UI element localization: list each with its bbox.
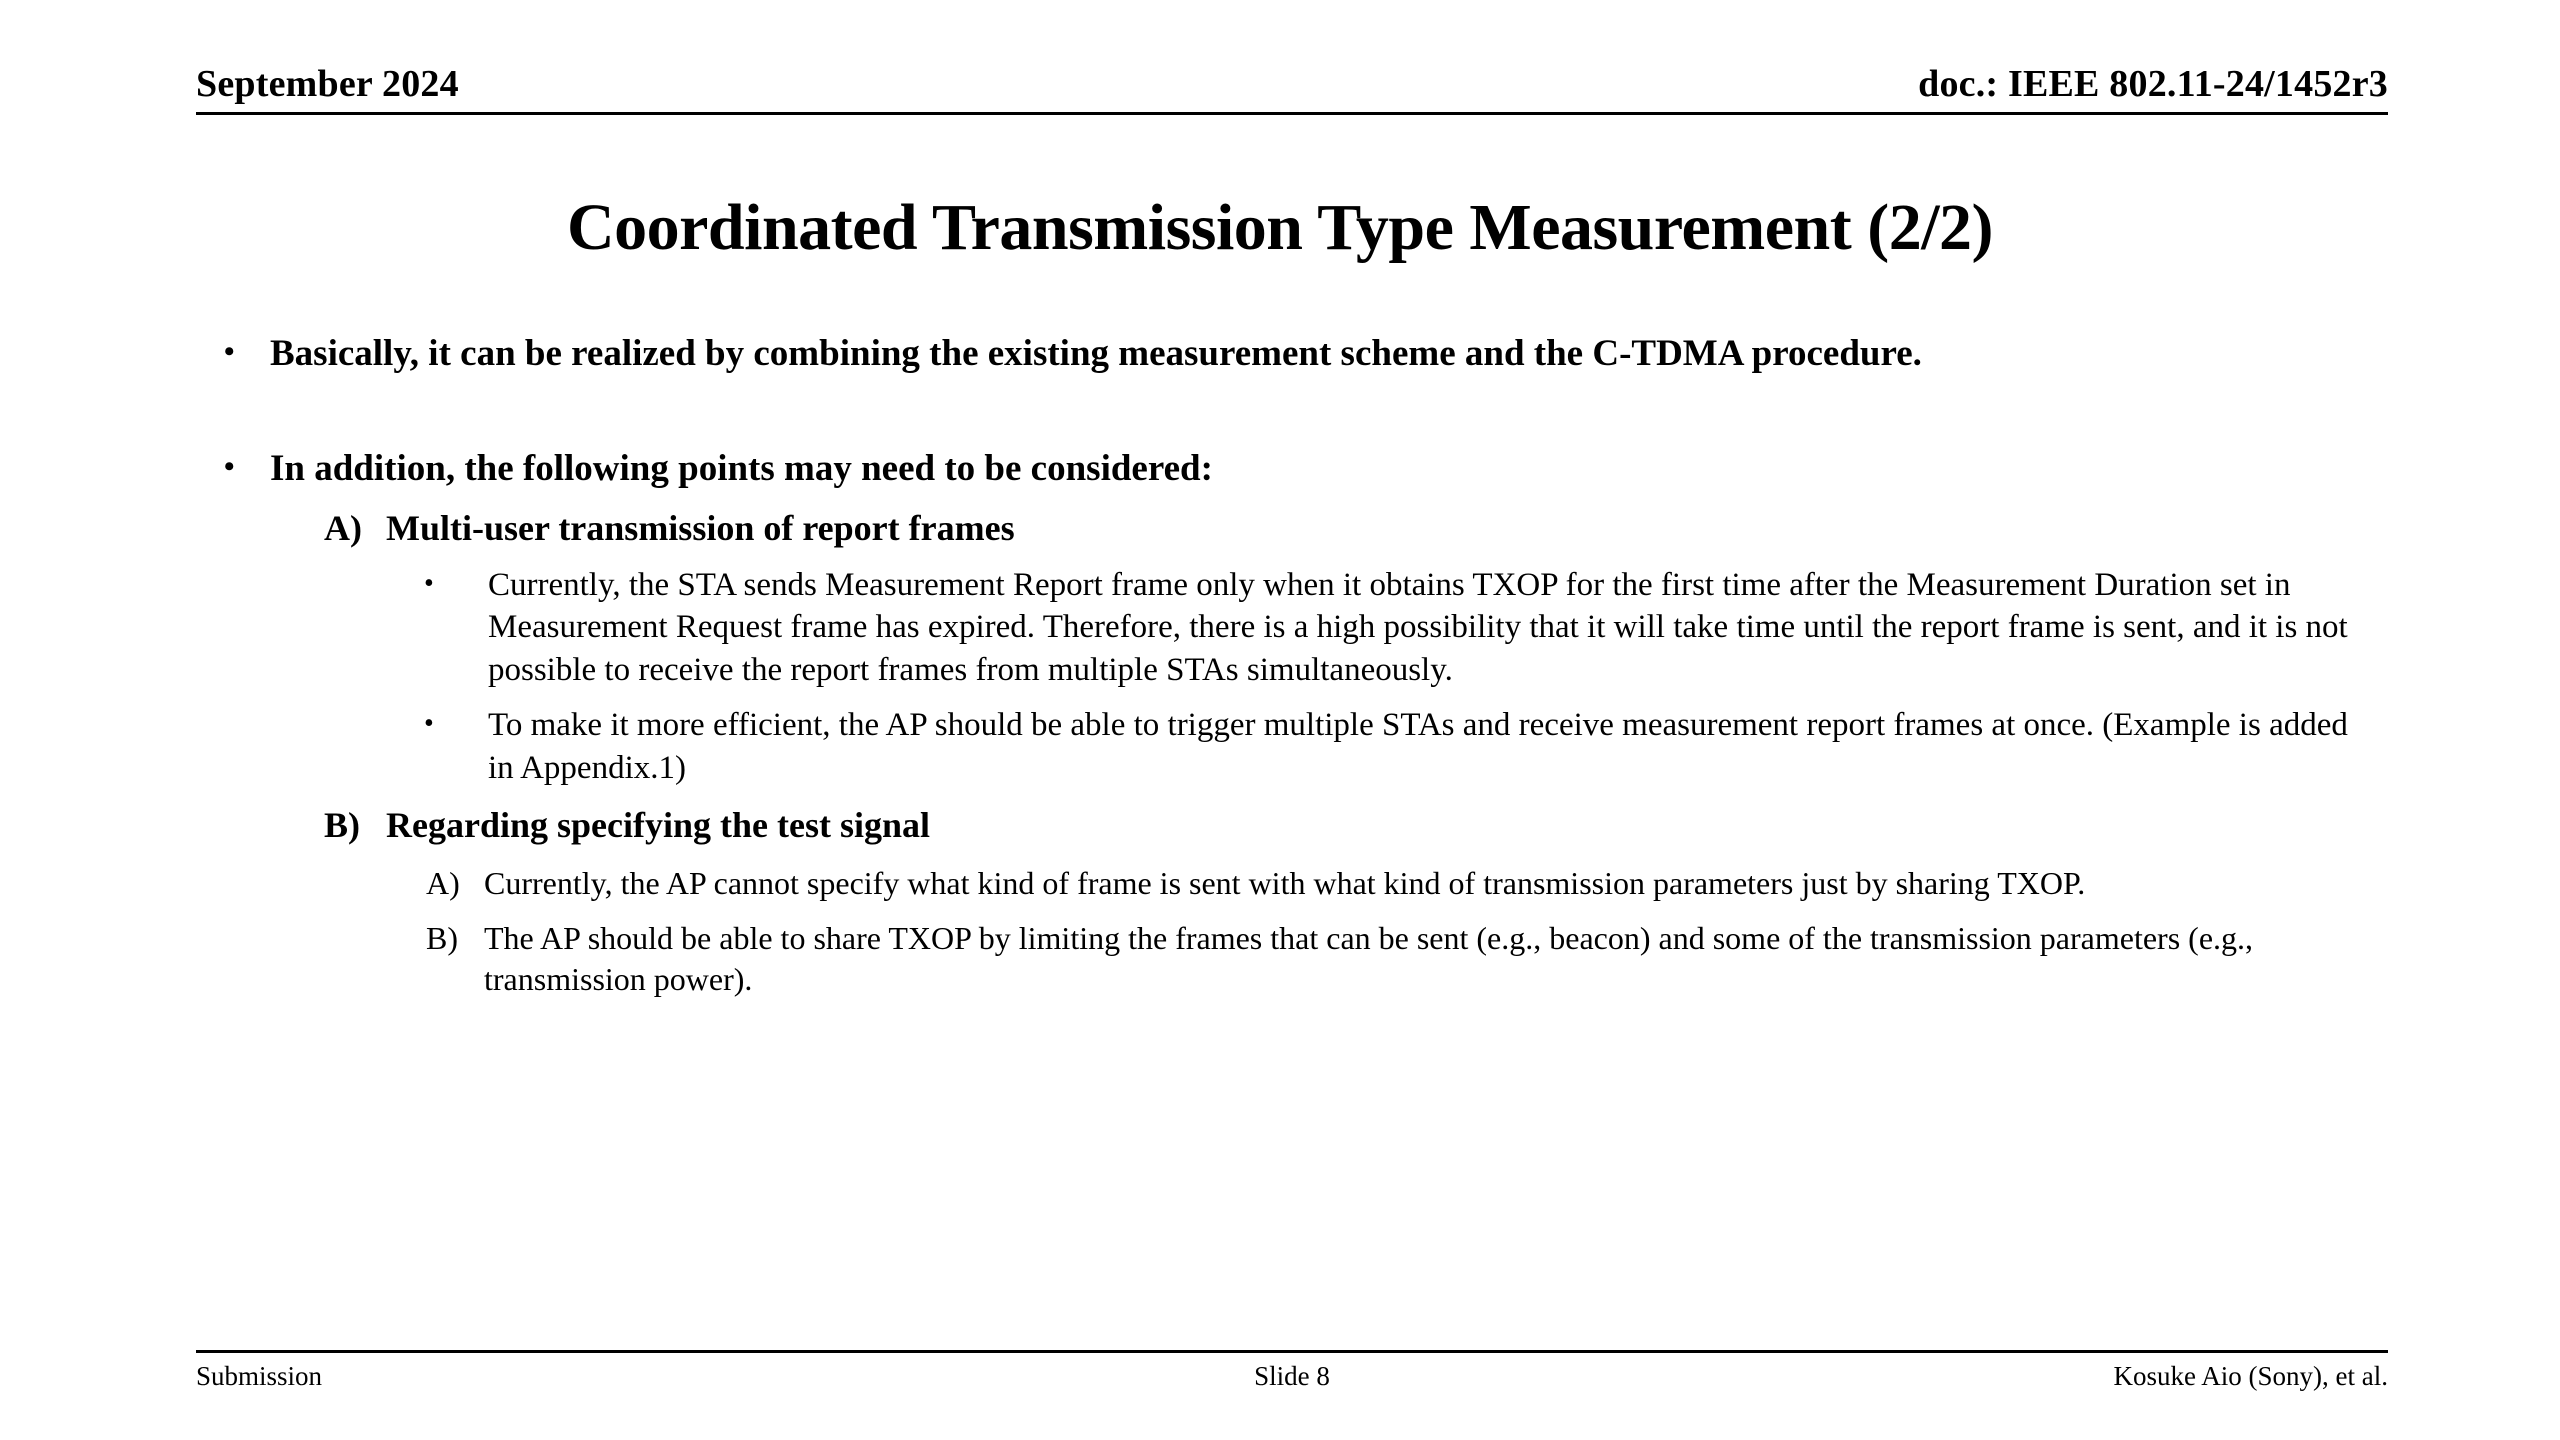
header-date: September 2024 [196,63,459,105]
bullet-icon: • [224,335,235,368]
section-b-heading [196,802,2440,849]
section-a-item-2-text: To make it more efficient, the AP should be able to trigger multiple STAs and receive measurement report frames at once. (Example is added in Appendix.1) [488,707,2348,787]
vertical-spacer [196,387,2440,445]
section-a-item-2 [196,704,2440,790]
section-b-heading-text: Regarding specifying the test signal [386,804,930,845]
footer-author: Kosuke Aio (Sony), et al. [2113,1361,2389,1391]
footer-submission: Submission [196,1361,323,1391]
section-b-item-2 [196,918,2440,1000]
section-a-item-1 [196,564,2440,693]
bullet-point-1 [196,330,2440,377]
section-b-item-1-text: Currently, the AP cannot specify what kind of frame is sent with what kind of transmission parameters just by sharing TXOP. [484,864,2086,901]
slide-footer [196,1350,2388,1392]
page-title: Coordinated Transmission Type Measurement (2/2) [566,191,1994,264]
section-a-marker: A) [324,507,362,548]
bullet-icon: • [424,708,434,740]
bullet-icon: • [424,567,434,599]
section-b-marker: B) [324,804,360,845]
bullet-point-1-text: Basically, it can be realized by combining the existing measurement scheme and the C-TDMA procedure. [270,333,1922,374]
section-b-item-2-text: The AP should be able to share TXOP by limiting the frames that can be sent (e.g., beacon) and some of the transmission parameters (e.g., transmission power). [484,919,2254,997]
bullet-icon: • [224,450,235,484]
bullet-point-2-text: In addition, the following points may need to be considered: [270,448,1213,490]
footer-slide-number: Slide 8 [1254,1361,1330,1391]
section-b-item-2-marker: B) [426,919,458,956]
section-a-heading [196,505,2440,552]
section-b-item-1 [196,863,2440,904]
section-a-item-1-text: Currently, the STA sends Measurement Report frame only when it obtains TXOP for the first time after the Measurement Duration set in Measurement Request frame has expired. Therefore, there is a high possibility that it will take time until the report frame is sent, and it is not possible to receive the report frames from multiple STAs simultaneously. [488,566,2348,689]
header-doc-reference: doc.: IEEE 802.11-24/1452r3 [1918,63,2388,105]
bullet-point-2 [196,445,2440,492]
slide-body [196,330,2440,1000]
section-a-heading-text: Multi-user transmission of report frames [386,507,1015,548]
section-b-item-1-marker: A) [426,864,460,901]
slide-header [196,62,2388,115]
